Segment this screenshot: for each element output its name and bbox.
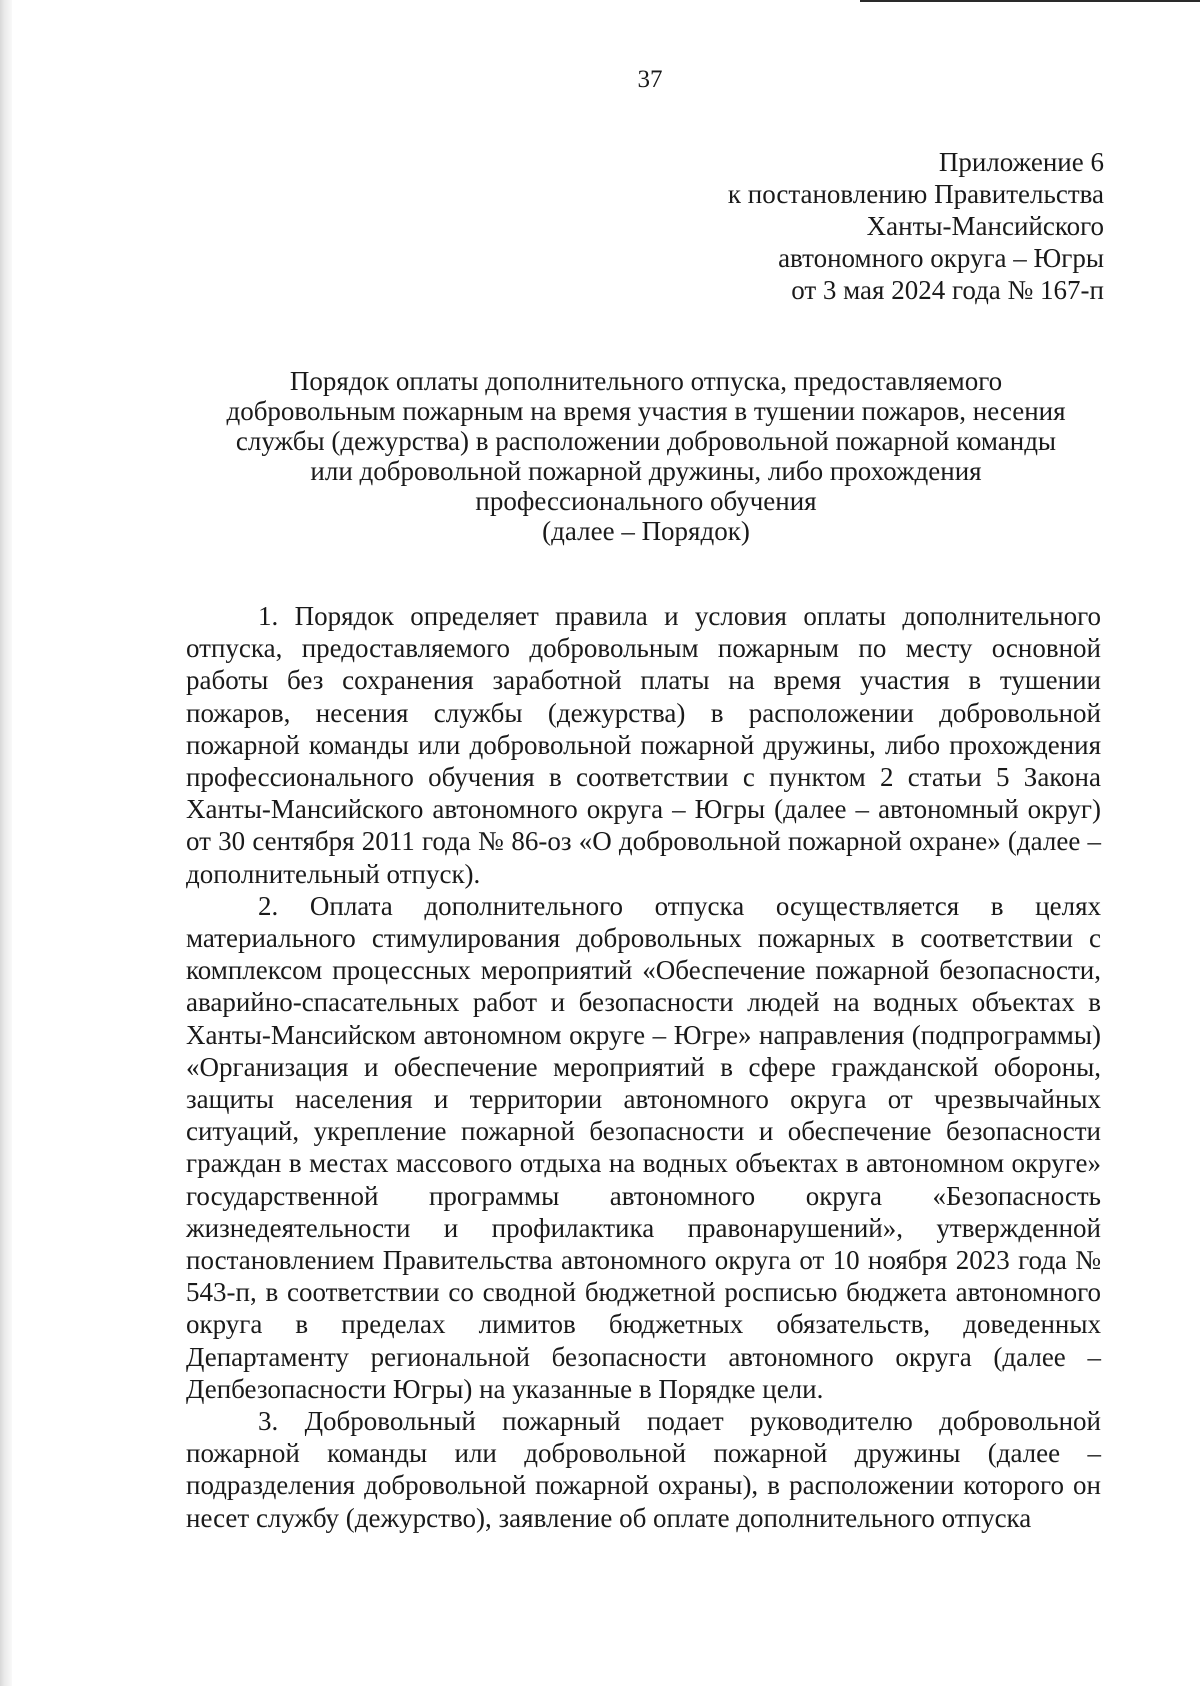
paragraph-1: 1. Порядок определяет правила и условия оплаты дополнительного отпуска, предоставляемого добровольным пожарным по месту основной работы без сохранения заработной платы на время участия в тушении пожаров, несения службы (дежурства) в расположении добровольной пожарной команды или добровольной пожарной дружины, либо прохождения профессионального обучения в соответствии с пунктом 2 статьи 5 Закона Ханты-Мансийского автономного округа – Югры (далее – автономный округ) от 30 сентября 2011 года № 86-оз «О добровольной пожарной охране» (далее – дополнительный отпуск). (186, 601, 1101, 889)
title-line: добровольным пожарным на время участия в тушении пожаров, несения (226, 396, 1066, 426)
paragraph-2: 2. Оплата дополнительного отпуска осуществляется в целях материального стимулирования добровольных пожарных в соответствии с комплексом процессных мероприятий «Обеспечение пожарной безопасности, аварийно-спасательных работ и безопасности людей на водных объектах в Ханты-Мансийском автономном округе – Югре» направления (подпрограммы) «Организация и обеспечение мероприятий в сфере гражданской обороны, защиты населения и территории автономного округа от чрезвычайных ситуаций, укрепление пожарной безопасности и обеспечение безопасности граждан в местах массового отдыха на водных объектах в автономном округе» государственной программы автономного округа «Безопасность жизнедеятельности и профилактика правонарушений», утвержденной постановлением Правительства автономного округа от 10 ноября 2023 года № 543-п, в соответствии со сводной бюджетной росписью бюджета автономного округа в пределах лимитов бюджетных обязательств, доведенных Департаменту региональной безопасности автономного округа (далее – Депбезопасности Югры) на указанные в Порядке цели. (186, 890, 1101, 1404)
scan-top-line (860, 0, 1200, 2)
appendix-line: от 3 мая 2024 года № 167-п (791, 275, 1104, 305)
paragraph-3: 3. Добровольный пожарный подает руководителю добровольной пожарной команды или добровольной пожарной дружины (далее – подразделения добровольной пожарной охраны), в расположении которого он несет службу (дежурство), заявление об оплате дополнительного отпуска (186, 1406, 1101, 1533)
title-line: Порядок оплаты дополнительного отпуска, предоставляемого (289, 366, 1003, 396)
appendix-block (728, 146, 1104, 306)
title-line: или добровольной пожарной дружины, либо прохождения (310, 456, 982, 486)
title-line: службы (дежурства) в расположении добровольной пожарной команды (235, 426, 1057, 456)
document-body (186, 600, 1101, 1534)
title-line: профессионального обучения (475, 486, 817, 516)
document-title (186, 366, 1106, 546)
appendix-line: Приложение 6 (938, 147, 1104, 177)
scan-edge (0, 0, 12, 1686)
title-line: (далее – Порядок) (542, 516, 750, 546)
page-number: 37 (637, 66, 663, 93)
appendix-line: Ханты-Мансийского (866, 211, 1104, 241)
appendix-line: к постановлению Правительства (727, 179, 1104, 209)
appendix-line: автономного округа – Югры (778, 243, 1104, 273)
